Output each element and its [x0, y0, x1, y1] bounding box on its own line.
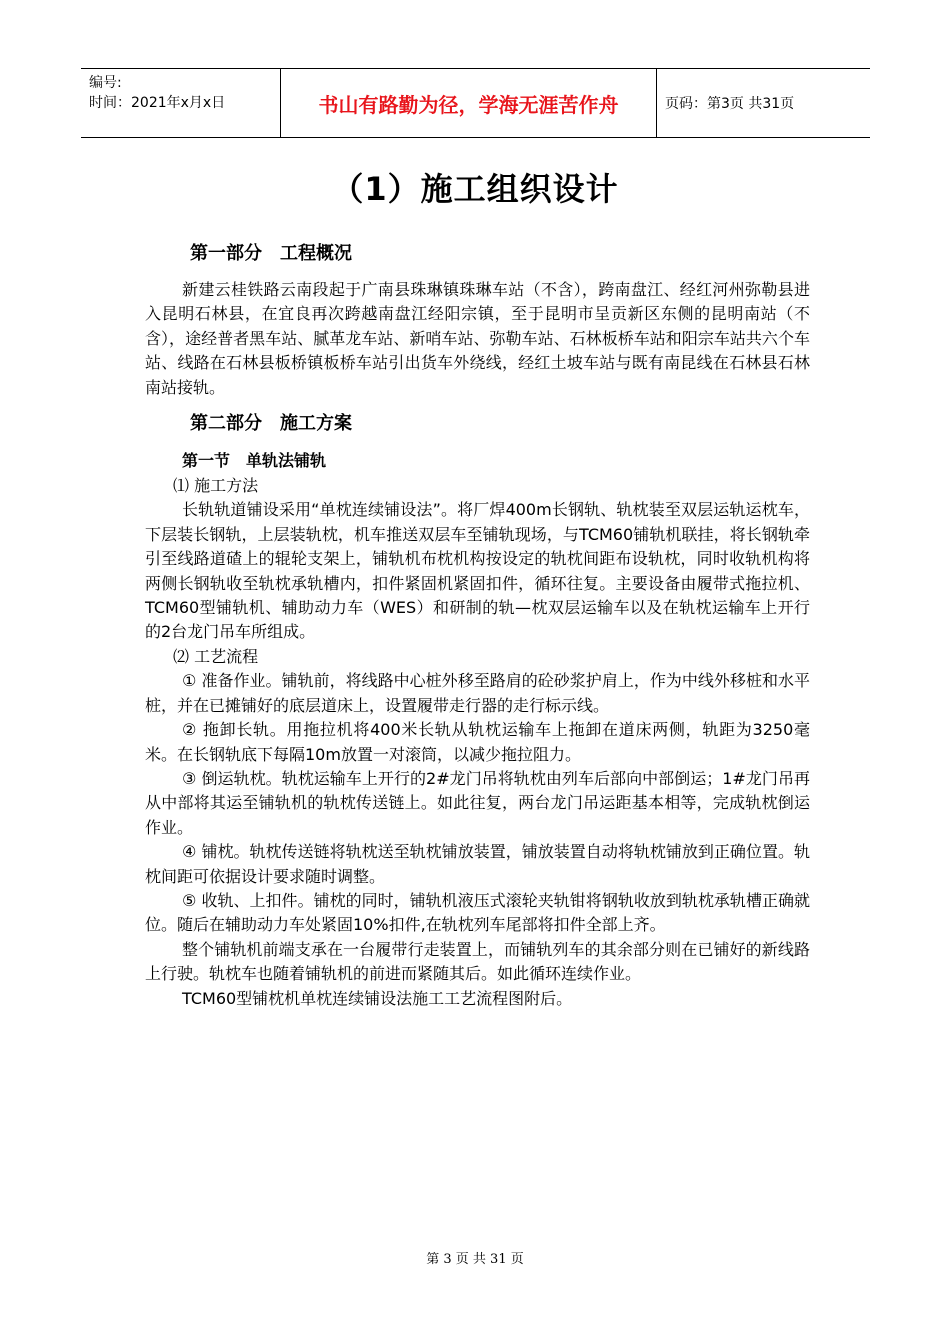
process-label: ⑵ 工艺流程: [173, 646, 259, 666]
step-3: ③ 倒运轨枕。轨枕运输车上开行的2#龙门吊将轨枕由列车后部向中部倒运；1#龙门吊再从中部将其运至铺轨机的轨枕传送链上。如此往复，两台龙门吊运距基本相等，完成轨枕倒运作业。: [145, 768, 810, 837]
header-meta: [81, 69, 281, 137]
time-label: 时间：2021年x月x日: [89, 95, 226, 111]
header-motto: 书山有路勤为径，学海无涯苦作舟: [281, 69, 657, 137]
step-4: ④ 铺枕。轨枕传送链将轨枕送至轨枕铺放装置，铺放装置自动将轨枕铺放到正确位置。轨枕间距可依据设计要求随时调整。: [145, 842, 810, 886]
step-5: ⑤ 收轨、上扣件。铺枕的同时，铺轨机液压式滚轮夹轨钳将钢轨收放到轨枕承轨槽正确就位。随后在辅助动力车处紧固10%扣件,在轨枕列车尾部将扣件全部上齐。: [145, 890, 810, 935]
document-title: （1）施工组织设计: [331, 170, 619, 208]
document-body: [145, 240, 810, 1011]
method-paragraph: 长轨轨道铺设采用“单枕连续铺设法”。将厂焊400m长钢轨、轨枕装至双层运轨运枕车，下层装长钢轨，上层装轨枕，机车推送双层车至铺轨现场，与TCM60铺轨机联挂，将长钢轨牵引至线路道碴上的辊轮支架上，铺轨机布枕机构按设定的轨枕间距布设轨枕，同时收轨机构将两侧长钢轨收至轨枕承轨槽内，扣件紧固机紧固扣件，循环往复。主要设备由履带式拖拉机、TCM60型铺轨机、辅助动力车（WES）和研制的轨—枕双层运输车以及在轨枕运输车上开行的2台龙门吊车所组成。: [145, 500, 810, 642]
summary-paragraph: 整个铺轨机前端支承在一台履带行走装置上，而铺轨列车的其余部分则在已铺好的新线路上行驶。轨枕车也随着铺轨机的前进而紧随其后。如此循环连续作业。: [145, 939, 810, 984]
part1-paragraph: 新建云桂铁路云南段起于广南县珠琳镇珠琳车站（不含），跨南盘江、经红河州弥勒县进入昆明石林县，在宜良再次跨越南盘江经阳宗镇，至于昆明市呈贡新区东侧的昆明南站（不含），途经普者黑车站、腻革龙车站、新哨车站、弥勒车站、石林板桥车站和阳宗车站共六个车站、线路在石林县板桥镇板桥车站引出货车外绕线，经红土坡车站与既有南昆线在石林县石林南站接轨。: [145, 280, 810, 397]
section-heading: 第一节 单轨法铺轨: [182, 451, 327, 471]
number-label: 编号:: [89, 75, 122, 91]
page-header: [81, 68, 870, 138]
step-1: ① 准备作业。铺轨前，将线路中心桩外移至路肩的砼砂浆护肩上，作为中线外移桩和水平桩，并在已摊铺好的底层道床上，设置履带走行器的走行标示线。: [145, 671, 810, 715]
part1-heading: 第一部分 工程概况: [190, 243, 352, 264]
part2-heading: 第二部分 施工方案: [190, 413, 352, 435]
closing-paragraph: TCM60型铺枕机单枕连续铺设法施工工艺流程图附后。: [182, 988, 573, 1008]
page-footer: 第 3 页 共 31 页: [426, 1252, 524, 1267]
method-label: ⑴ 施工方法: [173, 476, 259, 496]
header-page-label: 页码：第3页 共31页: [665, 96, 795, 112]
step-2: ② 拖卸长轨。用拖拉机将400米长轨从轨枕运输车上拖卸在道床两侧，轨距为3250毫米。在长钢轨底下每隔10m放置一对滚筒，以减少拖拉阻力。: [145, 720, 810, 764]
